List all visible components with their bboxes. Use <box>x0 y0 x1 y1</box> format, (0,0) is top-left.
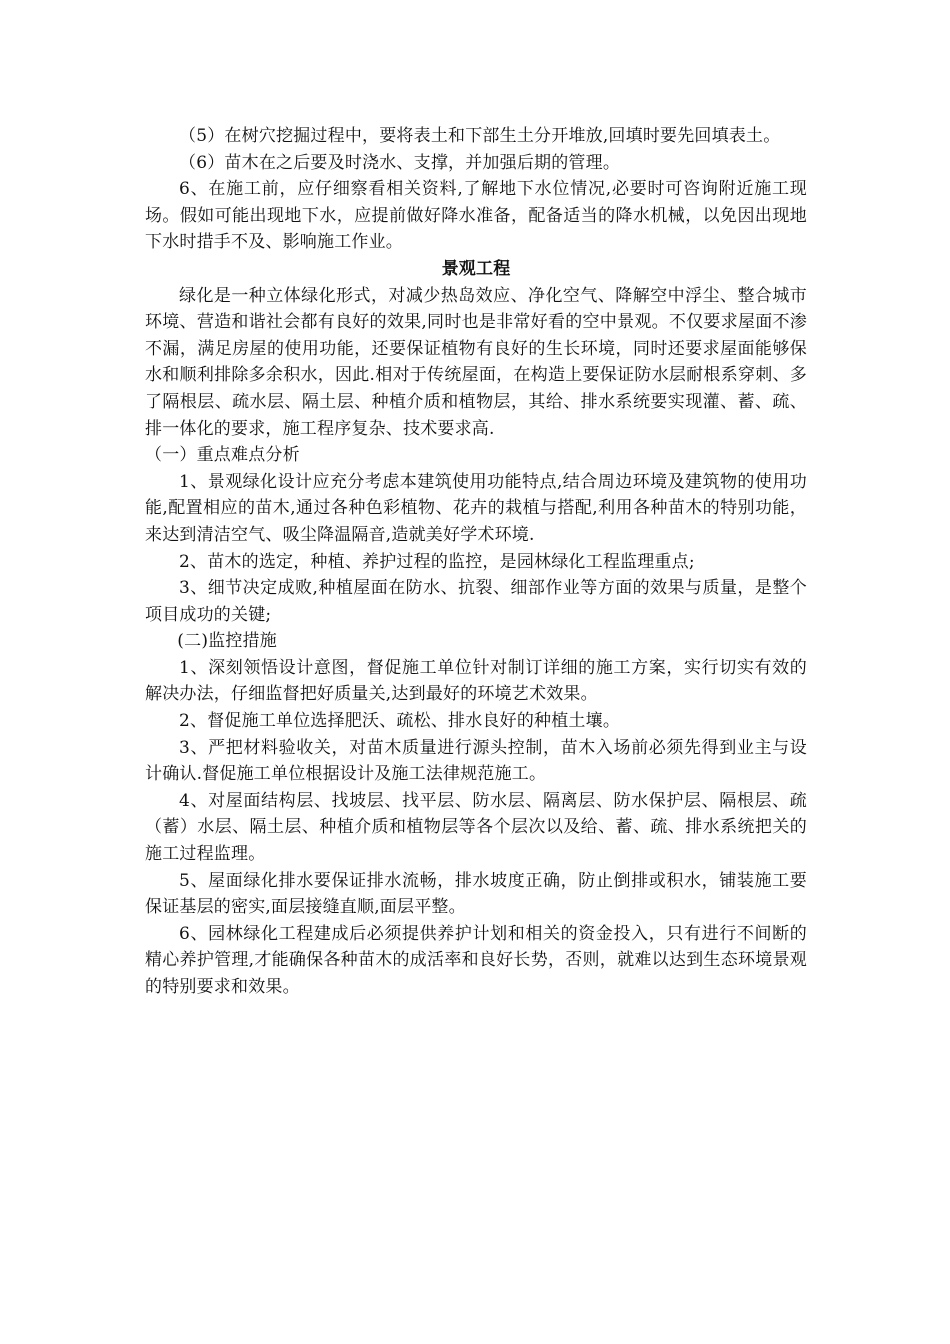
key-point-item: 3、细节决定成败,种植屋面在防水、抗裂、细部作业等方面的效果与质量，是整个项目成功的关键; <box>145 578 807 625</box>
monitoring-item: 4、对屋面结构层、找坡层、找平层、防水层、隔离层、防水保护层、隔根层、疏（蓄）水层、隔土层、种植介质和植物层等各个层次以及给、蓄、疏、排水系统把关的施工过程监理。 <box>145 790 807 865</box>
monitoring-item: 1、深刻领悟设计意图，督促施工单位针对制订详细的施工方案，实行切实有效的解决办法，仔细监督把好质量关,达到最好的环境艺术效果。 <box>145 657 807 705</box>
key-point-item: 2、苗木的选定，种植、养护过程的监控，是园林绿化工程监理重点; <box>179 551 695 572</box>
subsection-heading-key-points: （一）重点难点分析 <box>145 445 300 466</box>
document-body <box>145 123 807 1001</box>
key-point-item: 1、景观绿化设计应充分考虑本建筑使用功能特点,结合周边环境及建筑物的使用功能,配置相应的苗木,通过各种色彩植物、花卉的栽植与搭配,利用各种苗木的特别功能，来达到清洁空气、吸尘降温隔音,造就美好学术环境. <box>145 471 807 545</box>
section-title: 景观工程 <box>441 258 511 279</box>
monitoring-item: 5、屋面绿化排水要保证排水流畅，排水坡度正确，防止倒排或积水，铺装施工要保证基层的密实,面层接缝直顺,面层平整。 <box>145 870 807 918</box>
monitoring-item: 6、园林绿化工程建成后必须提供养护计划和相关的资金投入，只有进行不间断的精心养护管理,才能确保各种苗木的成活率和良好长势，否则，就难以达到生态环境景观的特别要求和效果。 <box>145 923 807 997</box>
subsection-heading-monitoring: (二)监控措施 <box>177 631 277 652</box>
paragraph-tree-pit: （5）在树穴挖掘过程中，要将表土和下部生土分开堆放,回填时要先回填表土。 <box>179 126 781 146</box>
paragraph-groundwater: 6、在施工前，应仔细察看相关资料,了解地下水位情况,必要时可咨询附近施工现场。假如可能出现地下水，应提前做好降水准备，配备适当的降水机械，以免因出现地下水时措手不及、影响施工作业。 <box>145 179 807 253</box>
paragraph-watering: （6）苗木在之后要及时浇水、支撑，并加强后期的管理。 <box>179 152 621 173</box>
monitoring-item: 2、督促施工单位选择肥沃、疏松、排水良好的种植土壤。 <box>179 711 621 732</box>
paragraph-intro: 绿化是一种立体绿化形式，对减少热岛效应、净化空气、降解空中浮尘、整合城市环境、营造和谐社会都有良好的效果,同时也是非常好看的空中景观。不仅要求屋面不渗不漏，满足房屋的使用功能，还要保证植物有良好的生长环境，同时还要求屋面能够保水和顺利排除多余积水，因此.相对于传统屋面，在构造上要保证防水层耐根系穿刺、多了隔根层、疏水层、隔土层、种植介质和植物层，其给、排水系统要实现灌、蓄、疏、排一体化的要求，施工程序复杂、技术要求高. <box>145 285 807 439</box>
monitoring-item: 3、严把材料验收关，对苗木质量进行源头控制，苗木入场前必须先得到业主与设计确认.督促施工单位根据设计及施工法律规范施工。 <box>145 737 807 785</box>
